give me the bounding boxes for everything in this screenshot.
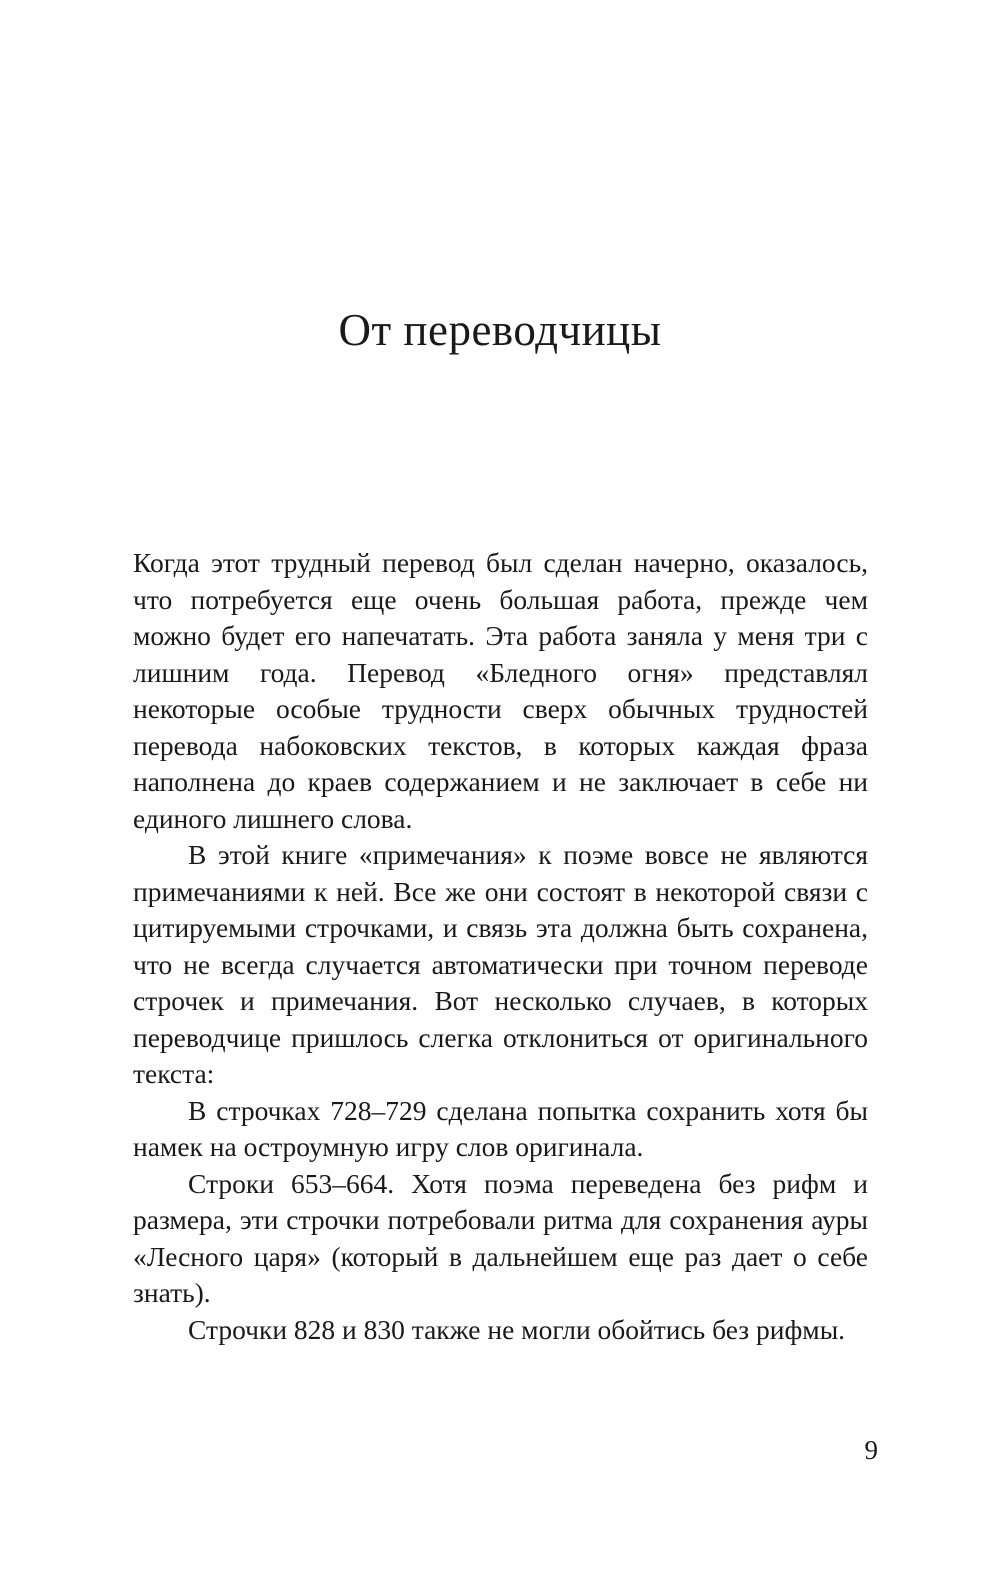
page-number: 9 [864,1435,878,1465]
paragraph: В этой книге «примечания» к поэме вовсе не являются примечаниями к ней. Все же они состоят в некоторой связи с цитируемыми строчками, и связь эта должна быть сохранена, что не всегда случается автоматически при точном переводе строчек и примечания. Вот несколько случаев, в которых переводчице пришлось слегка отклониться от оригинального текста: [133,839,868,1089]
chapter-title: От переводчицы [338,305,662,355]
paragraph: В строчках 728–729 сделана попытка сохранить хотя бы намек на остроумную игру слов оригинала. [133,1094,868,1162]
body-text [133,545,868,1348]
paragraph: Когда этот трудный перевод был сделан начерно, оказалось, что потребуется еще очень большая работа, прежде чем можно будет его напечатать. Эта работа заняла у меня три с лишним года. Перевод «Бледного огня» представлял некоторые особые трудности сверх обычных трудностей перевода набоковских текстов, в которых каждая фраза наполнена до краев содержанием и не заключает в себе ни единого лишнего слова. [133,547,868,834]
paragraph: Строчки 828 и 830 также не могли обойтись без рифмы. [188,1313,846,1345]
paragraph: Строки 653–664. Хотя поэма переведена без рифм и размера, эти строчки потребовали ритма для сохранения ауры «Лесного царя» (который в дальнейшем еще раз дает о себе знать). [133,1167,868,1308]
